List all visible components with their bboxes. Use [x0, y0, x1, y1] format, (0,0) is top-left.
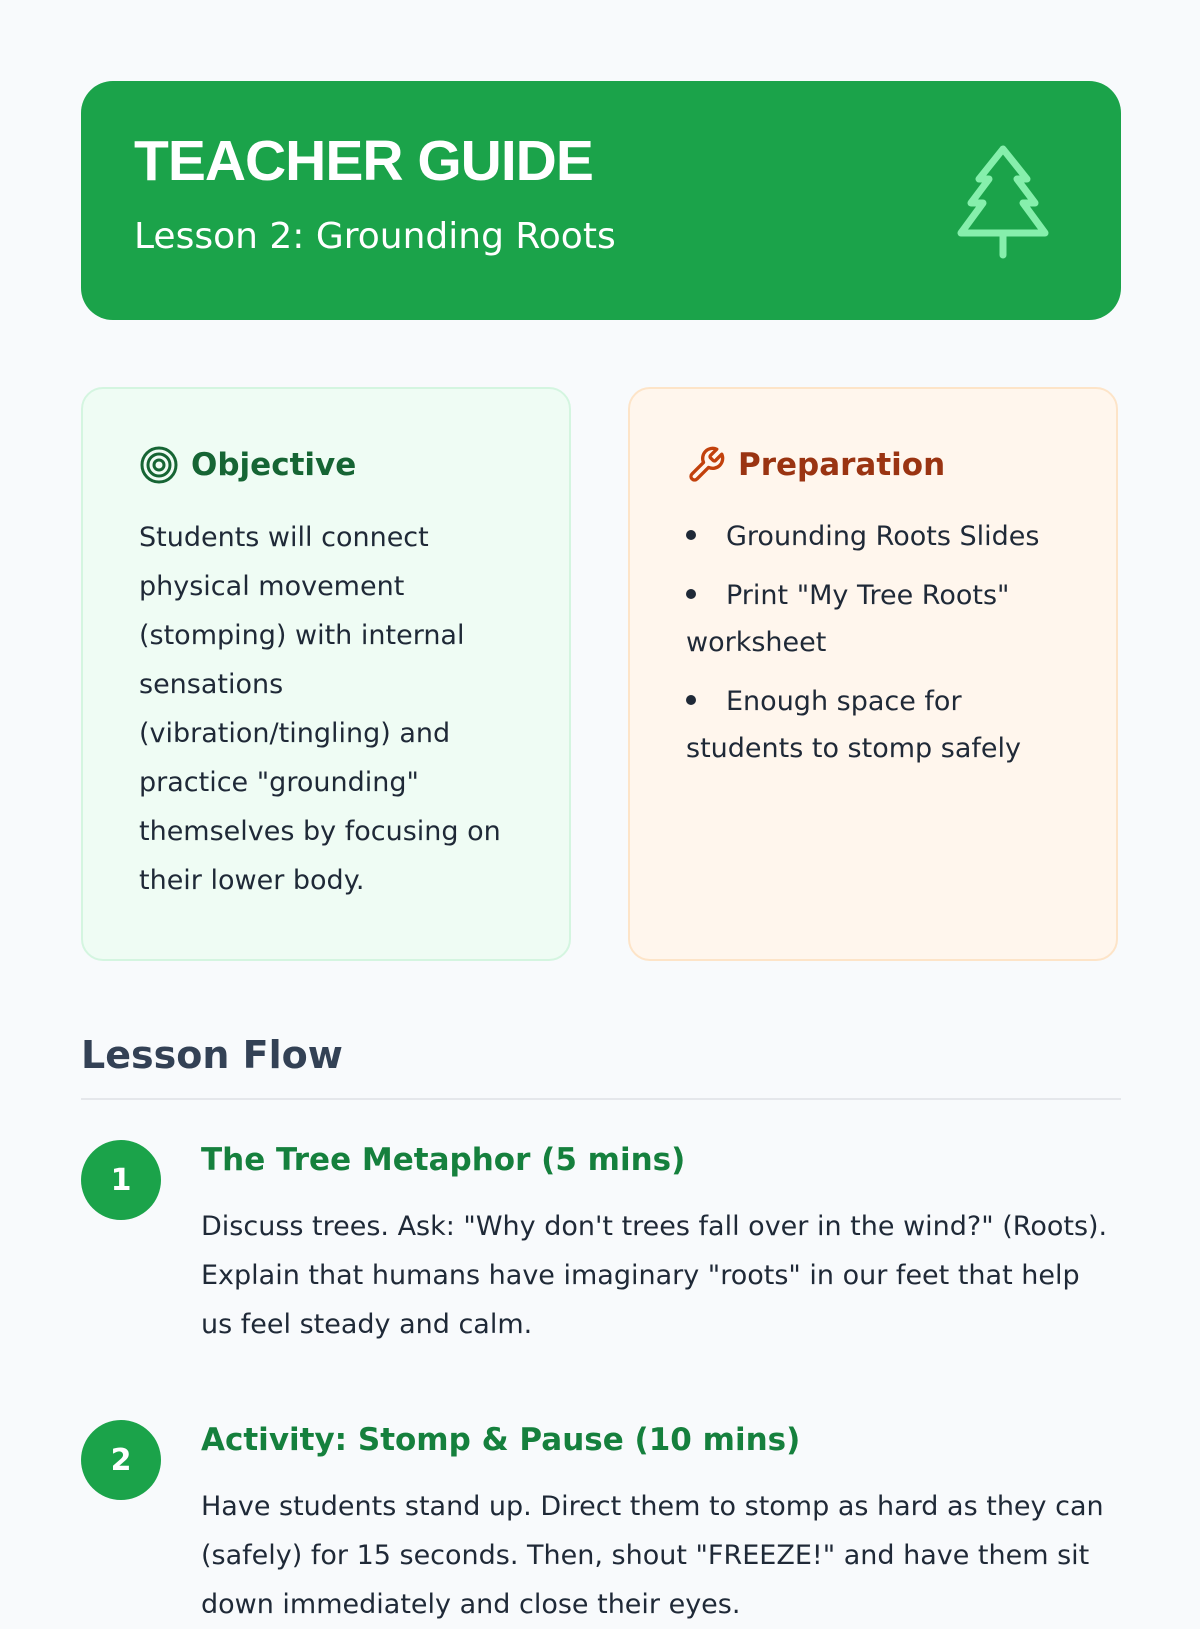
step-description: Discuss trees. Ask: "Why don't trees fall over in the wind?" (Roots). Explain that humans have imaginary "roots" in our feet that help us feel steady and calm. [201, 1211, 1108, 1340]
preparation-list [686, 513, 1076, 784]
objective-title: Objective [191, 446, 357, 483]
prep-item-text: Grounding Roots Slides [726, 521, 1040, 552]
bullet-icon [686, 695, 696, 705]
list-item [686, 572, 1076, 666]
lesson-flow-heading: Lesson Flow [81, 1033, 343, 1077]
tree-icon [943, 141, 1063, 261]
preparation-header [686, 445, 945, 485]
lesson-subtitle: Lesson 2: Grounding Roots [134, 216, 616, 257]
bullet-icon [686, 589, 696, 599]
header-banner [81, 81, 1121, 320]
bullet-icon [686, 530, 696, 540]
target-icon [139, 445, 179, 485]
step-number-badge: 2 [81, 1420, 161, 1500]
step-description: Have students stand up. Direct them to stomp as hard as they can (safely) for 15 seconds. Then, shout "FREEZE!" and have them sit down immediately and close their eyes. [201, 1491, 1104, 1620]
objective-card [81, 387, 571, 961]
objective-header [139, 445, 356, 485]
wrench-icon [686, 445, 726, 485]
prep-item-text: Print "My Tree Roots" worksheet [686, 580, 1010, 658]
page-title: TEACHER GUIDE [134, 129, 593, 193]
step-title: The Tree Metaphor (5 mins) [201, 1142, 686, 1178]
objective-text: Students will connect physical movement (stomping) with internal sensations (vibration/tingling) and practice "grounding" themselves by focusing on their lower body. [139, 522, 501, 896]
preparation-title: Preparation [738, 446, 946, 483]
step-title: Activity: Stomp & Pause (10 mins) [201, 1422, 801, 1458]
prep-item-text: Enough space for students to stomp safely [686, 686, 1021, 764]
preparation-card [628, 387, 1118, 961]
list-item [686, 678, 1076, 772]
step-number-badge: 1 [81, 1140, 161, 1220]
divider [81, 1098, 1121, 1100]
list-item [686, 513, 1076, 560]
